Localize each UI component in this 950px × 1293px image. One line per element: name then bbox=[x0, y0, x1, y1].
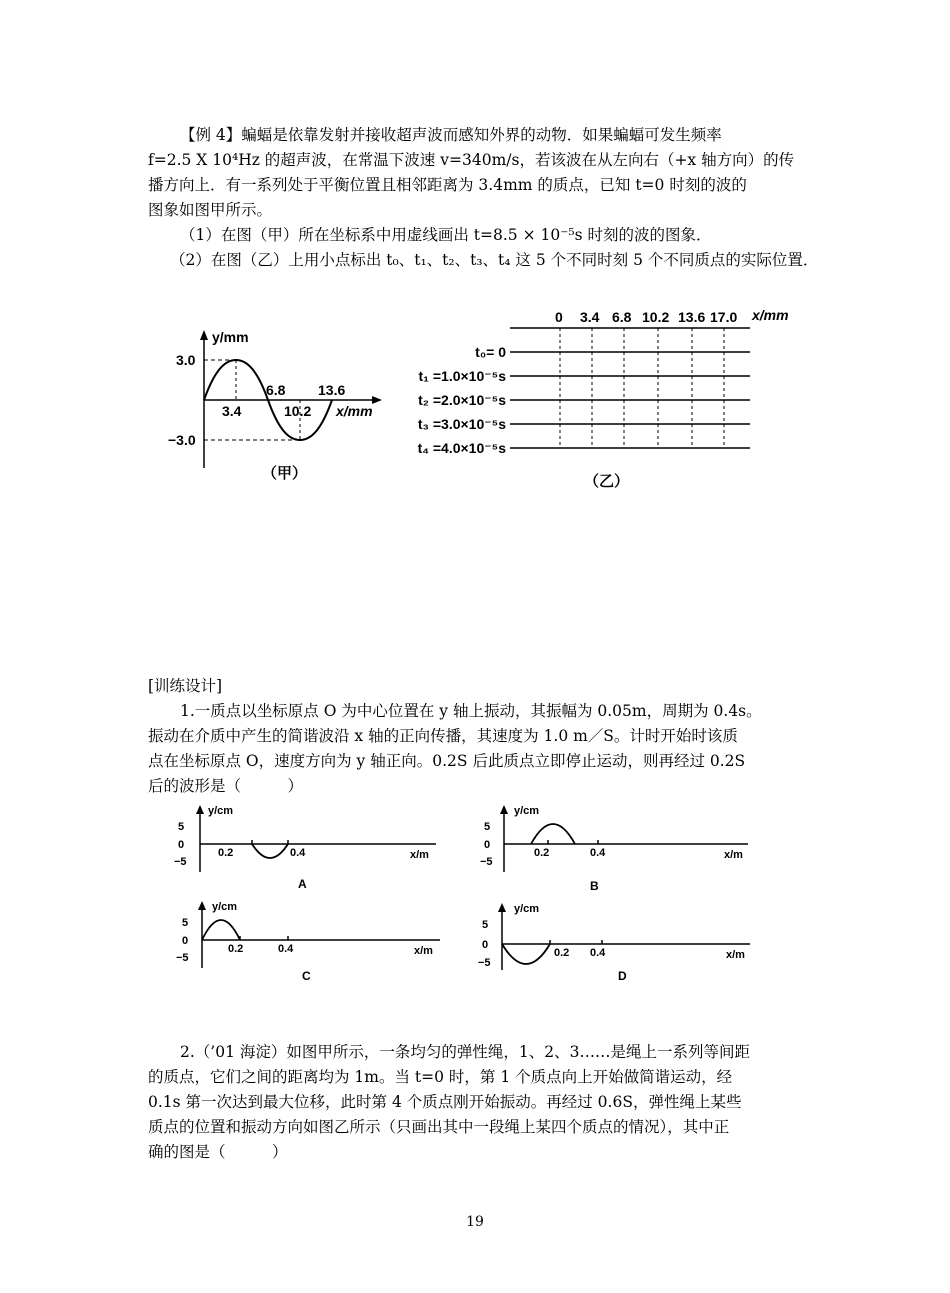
yi-x-label-17.0: 17.0 bbox=[710, 309, 738, 325]
yi-column-guides bbox=[560, 328, 724, 448]
option-d-x-tick-label-0.4: 0.4 bbox=[590, 947, 606, 959]
problem-2-line-1: 2.（’01 海淀）如图甲所示，一条均匀的弹性绳，1、2、3……是绳上一系列等间距 bbox=[180, 1043, 750, 1061]
option-c-x-tick-label-0.2: 0.2 bbox=[228, 943, 244, 955]
example-4-line-1: 【例 4】蝙蝠是依靠发射并接收超声波而感知外界的动物．如果蝙蝠可发生频率 bbox=[180, 126, 722, 144]
example-4-text bbox=[148, 123, 819, 273]
option-b-wave bbox=[531, 824, 575, 844]
option-a-wave bbox=[252, 844, 288, 858]
training-section bbox=[148, 674, 808, 799]
option-d-y-arrow-icon bbox=[498, 903, 506, 912]
jia-y-label: y/mm bbox=[212, 329, 249, 345]
yi-caption: （乙） bbox=[584, 473, 630, 490]
option-b-y-tick-5: 5 bbox=[484, 821, 491, 833]
training-heading: [训练设计] bbox=[148, 677, 223, 695]
option-a-x-label: x/m bbox=[410, 849, 429, 861]
option-c-y-arrow-icon bbox=[198, 901, 206, 910]
problem-2-line-4: 质点的位置和振动方向如图乙所示（只画出其中一段绳上某四个质点的情况），其中正 bbox=[148, 1118, 730, 1136]
example-4-question-2: （2）在图（乙）上用小点标出 t₀、t₁、t₂、t₃、t₄ 这 5 个不同时刻 5 个不同质点的实际位置． bbox=[170, 251, 819, 269]
problem-1-line-1: 1.一质点以坐标原点 O 为中心位置在 y 轴上振动，其振幅为 0.05m，周期为 0.4s。 bbox=[180, 702, 762, 720]
option-a-y-arrow-icon bbox=[196, 805, 204, 814]
jia-y-min-label: −3.0 bbox=[168, 432, 196, 448]
option-a-x-tick-label-0.4: 0.4 bbox=[290, 847, 306, 859]
jia-caption: （甲） bbox=[262, 465, 308, 482]
yi-x-unit: x/mm bbox=[752, 307, 789, 323]
yi-row-label-t4: t₄ =4.0×10⁻⁵s bbox=[417, 440, 506, 456]
option-d-graph bbox=[478, 898, 758, 990]
option-a-y-tick-5: 5 bbox=[178, 821, 185, 833]
yi-row-label-t3: t₃ =3.0×10⁻⁵s bbox=[417, 416, 506, 432]
jia-x-label-6.8: 6.8 bbox=[266, 382, 286, 398]
option-c-letter: C bbox=[302, 969, 311, 983]
figure-jia bbox=[160, 318, 390, 488]
option-d-x-label: x/m bbox=[726, 949, 745, 961]
problem-2-text bbox=[148, 1040, 808, 1165]
jia-x-label-3.4: 3.4 bbox=[222, 403, 242, 419]
problem-2-line-5: 确的图是（ ） bbox=[148, 1143, 288, 1161]
problem-1-line-2: 振动在介质中产生的简谐波沿 x 轴的正向传播，其速度为 1.0 m／S。计时开始时该质 bbox=[148, 727, 738, 745]
option-b-x-label: x/m bbox=[724, 849, 743, 861]
jia-x-label-13.6: 13.6 bbox=[318, 382, 346, 398]
option-b-y-arrow-icon bbox=[500, 805, 508, 814]
option-c-x-tick-label-0.4: 0.4 bbox=[278, 943, 294, 955]
option-d-y-label: y/cm bbox=[514, 903, 540, 915]
option-d-wave bbox=[502, 944, 550, 964]
problem-2-line-2: 的质点，它们之间的距离均为 1m。当 t=0 时，第 1 个质点向上开始做简谐运动，经 bbox=[148, 1068, 733, 1086]
option-c-graph bbox=[170, 896, 450, 988]
problem-1-line-3: 点在坐标原点 O，速度方向为 y 轴正向。0.2S 后此质点立即停止运动，则再经过 0.2S bbox=[148, 752, 746, 770]
option-c-wave bbox=[202, 920, 240, 940]
yi-row-label-t2: t₂ =2.0×10⁻⁵s bbox=[418, 392, 506, 408]
option-c-y-tick-neg5: −5 bbox=[176, 952, 189, 964]
option-d-y-tick-5: 5 bbox=[482, 919, 489, 931]
option-b-y-label: y/cm bbox=[514, 805, 540, 817]
option-d-x-tick-label-0.2: 0.2 bbox=[554, 947, 570, 959]
option-b-x-tick-label-0.2: 0.2 bbox=[534, 847, 550, 859]
option-b-x-tick-label-0.4: 0.4 bbox=[590, 847, 606, 859]
jia-x-arrow-icon bbox=[372, 396, 382, 404]
option-a-x-tick-label-0.2: 0.2 bbox=[218, 847, 234, 859]
option-c-y-tick-0: 0 bbox=[182, 935, 189, 947]
option-a-graph bbox=[170, 800, 450, 892]
example-4-line-4: 图象如图甲所示。 bbox=[148, 201, 273, 219]
yi-row-label-t0: t₀= 0 bbox=[475, 344, 506, 360]
example-4-question-1: （1）在图（甲）所在坐标系中用虚线画出 t=8.5 × 10⁻⁵s 时刻的波的图象． bbox=[180, 226, 712, 244]
option-a-y-label: y/cm bbox=[208, 805, 234, 817]
problem-1-line-4: 后的波形是（ ） bbox=[148, 777, 304, 795]
option-a-y-tick-neg5: −5 bbox=[174, 856, 187, 868]
option-b-y-tick-0: 0 bbox=[484, 839, 491, 851]
option-a-letter: A bbox=[298, 877, 307, 891]
option-d-y-tick-neg5: −5 bbox=[478, 957, 491, 969]
option-a-y-tick-0: 0 bbox=[178, 839, 185, 851]
example-4-line-3: 播方向上．有一系列处于平衡位置且相邻距离为 3.4mm 的质点，已知 t=0 时刻的波的 bbox=[148, 176, 747, 194]
jia-y-max-label: 3.0 bbox=[176, 352, 196, 368]
yi-row-label-t1: t₁ =1.0×10⁻⁵s bbox=[418, 368, 506, 384]
option-d-y-tick-0: 0 bbox=[482, 939, 489, 951]
option-c-y-tick-5: 5 bbox=[182, 917, 189, 929]
option-b-letter: B bbox=[590, 879, 599, 892]
option-b-graph bbox=[478, 800, 758, 892]
option-b-y-tick-neg5: −5 bbox=[480, 856, 493, 868]
option-c-x-label: x/m bbox=[414, 945, 433, 957]
yi-x-label-3.4: 3.4 bbox=[580, 309, 600, 325]
option-c-y-label: y/cm bbox=[212, 901, 238, 913]
yi-x-label-0: 0 bbox=[555, 309, 563, 325]
option-d-letter: D bbox=[618, 969, 627, 983]
yi-x-label-6.8: 6.8 bbox=[612, 309, 632, 325]
yi-x-label-10.2: 10.2 bbox=[642, 309, 670, 325]
figure-yi bbox=[400, 300, 820, 495]
problem-2-line-3: 0.1s 第一次达到最大位移，此时第 4 个质点刚开始振动。再经过 0.6S，弹性绳上某些 bbox=[148, 1093, 742, 1111]
jia-y-arrow-icon bbox=[200, 330, 208, 340]
example-4-line-2: f=2.5 X 10⁴Hz 的超声波，在常温下波速 v=340m/s，若该波在从左向右（+x 轴方向）的传 bbox=[148, 151, 795, 169]
jia-x-unit: x/mm bbox=[336, 403, 373, 419]
page-number: 19 bbox=[466, 1214, 484, 1230]
jia-x-label-10.2: 10.2 bbox=[284, 403, 312, 419]
yi-x-label-13.6: 13.6 bbox=[678, 309, 706, 325]
